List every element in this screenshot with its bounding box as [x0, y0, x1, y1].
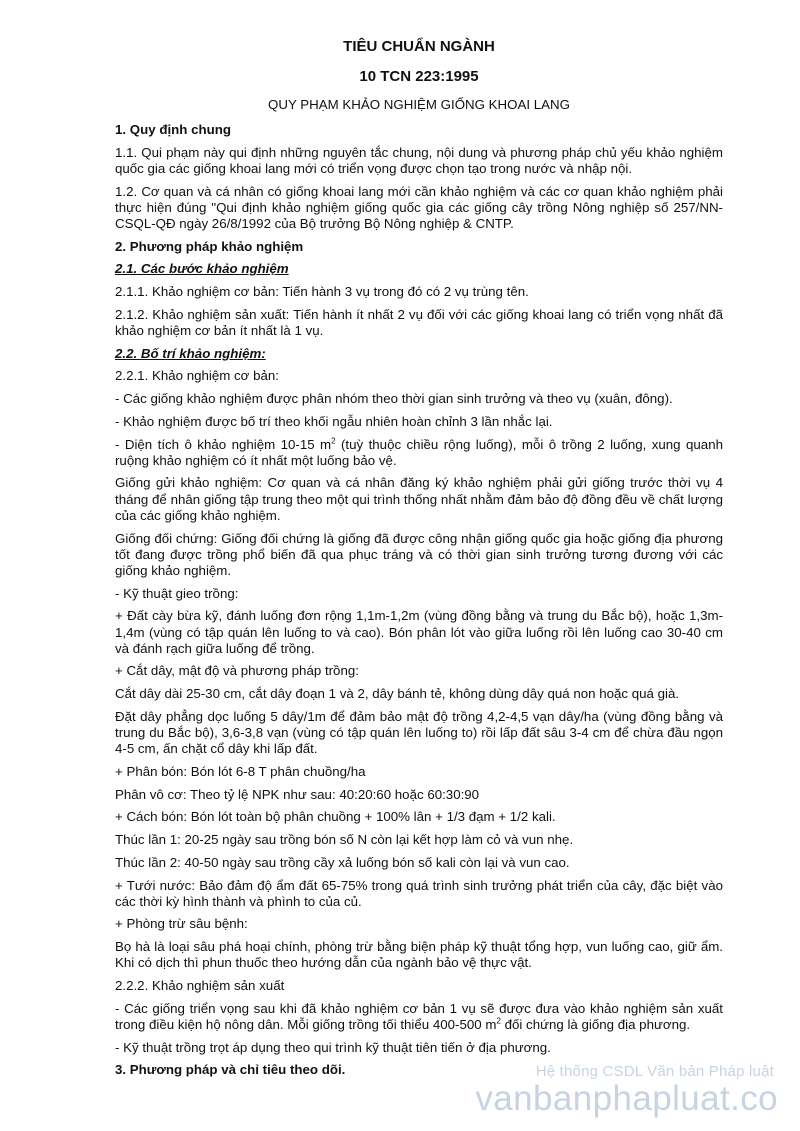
plot-area-text-b: (tuỳ thuộc chiều rộng luống), mỗi ô trồng 2 luống, xung quanh ruộng khảo nghiệm có ít nhất một luống bảo vệ. — [115, 436, 723, 468]
paragraph-topdress-2: Thúc lần 2: 40-50 ngày sau trồng cầy xả luống bón số kali còn lại và vun cao. — [115, 854, 570, 870]
standard-code: 10 TCN 223:1995 — [359, 68, 479, 85]
subsection-heading-2-1: 2.1. Các bước khảo nghiệm — [115, 261, 289, 277]
paragraph-laying-vines: Đặt dây phẳng dọc luống 5 dây/1m để đảm bảo mật độ trồng 4,2-4,5 vạn dây/ha (vùng đồng bằng và trung du Bắc bộ), 3,6-3,8 vạn (vùng có tập quán lên luống to) rồi lấp đất sâu 3-4 cm để chừa đầu ngọn 4-5 cm, ấn chặt cổ dây khi lấp đất. — [115, 708, 723, 757]
promising-text-b: đối chứng là giống địa phương. — [500, 1016, 691, 1032]
paragraph-topdress-1: Thúc lần 1: 20-25 ngày sau trồng bón số N còn lại kết hợp làm cỏ và vun nhẹ. — [115, 832, 574, 848]
paragraph-seed-submission: Giống gửi khảo nghiệm: Cơ quan và cá nhân đăng ký khảo nghiệm phải gửi giống trước thời vụ 4 tháng để nhân giống tập trung theo một qui trình thống nhất nhằm đảm bảo độ đồng đều về chất lượng của các giống khảo nghiệm. — [115, 475, 723, 523]
section-heading-1: 1. Quy định chung — [115, 122, 231, 137]
superscript-2-b: 2 — [496, 1016, 501, 1026]
watermark-line-1: Hệ thống CSDL Văn bản Pháp luật — [535, 1063, 774, 1080]
superscript-2: 2 — [331, 436, 336, 446]
paragraph-plot-area — [115, 437, 723, 469]
paragraph-inorganic: Phân vô cơ: Theo tỷ lệ NPK như sau: 40:20:60 hoặc 60:30:90 — [115, 786, 480, 802]
promising-text-a: - Các giống triển vọng sau khi đã khảo nghiệm cơ bản 1 vụ sẽ được đưa vào khảo nghiệm sản xuất trong điều kiện hộ nông dân. Mỗi giống trồng tối thiểu 400-500 m — [115, 1000, 723, 1032]
paragraph-application: + Cách bón: Bón lót toàn bộ phân chuồng + 100% lân + 1/3 đạm + 1/2 kali. — [115, 809, 556, 825]
paragraph-cutting-length: Cắt dây dài 25-30 cm, cắt dây đoạn 1 và 2, dây bánh tẻ, không dùng dây quá non hoặc quá già. — [115, 686, 680, 702]
paragraph-1-2: 1.2. Cơ quan và cá nhân có giống khoai lang mới cần khảo nghiệm và các cơ quan khảo nghiệm phải thực hiện đúng "Qui định khảo nghiệm giống quốc gia các giống cây trồng Nông nghiệp số 257/NN-CSQL-QĐ ngày 26/8/1992 của Bộ trưởng Bộ Nông nghiệp & CNTP. — [115, 183, 723, 232]
paragraph-cutting: + Cắt dây, mật độ và phương pháp trồng: — [115, 663, 359, 679]
document-page — [115, 38, 723, 1085]
paragraph-control-variety: Giống đối chứng: Giống đối chứng là giống đã được công nhận giống quốc gia hoặc giống địa phương tốt đang được trồng phổ biến đã qua phục tráng và có thời gian sinh trưởng tương đương với các giống khảo nghiệm. — [115, 530, 723, 578]
paragraph-1-1: 1.1. Qui phạm này qui định những nguyên tắc chung, nội dung và phương pháp chủ yếu khảo nghiệm quốc gia các giống khoai lang mới có triển vọng được chọn tạo trong nước và nhập nội. — [115, 144, 723, 176]
subsection-heading-2-2: 2.2. Bố trí khảo nghiệm: — [115, 345, 266, 361]
watermark-line-2: vanbanphapluat.co — [475, 1079, 778, 1118]
paragraph-local-technique: - Kỹ thuật trồng trọt áp dụng theo qui trình kỹ thuật tiên tiến ở địa phương. — [115, 1039, 551, 1055]
paragraph-2-2-2: 2.2.2. Khảo nghiệm sản xuất — [115, 978, 285, 994]
paragraph-2-1-2: 2.1.2. Khảo nghiệm sản xuất: Tiến hành ít nhất 2 vụ đối với các giống khoai lang có triển vọng nhất đã khảo nghiệm cơ bản ít nhất là 1 vụ. — [115, 306, 723, 339]
paragraph-fertilizer: + Phân bón: Bón lót 6-8 T phân chuồng/ha — [115, 764, 366, 779]
paragraph-irrigation: + Tưới nước: Bảo đảm độ ẩm đất 65-75% trong quá trình sinh trưởng phát triển của cây, đặc biệt vào các thời kỳ hình thành và phình to của củ. — [115, 877, 723, 909]
paragraph-soil: + Đất cày bừa kỹ, đánh luống đơn rộng 1,1m-1,2m (vùng đồng bằng và trung du Bắc bộ), hoặc 1,3m-1,4m (vùng có tập quán lên luống to và cao). Bón phân lót vào giữa luống rồi lên luống cao 30-40 cm và đánh rạch giữa luống để trồng. — [115, 608, 723, 656]
paragraph-weevil: Bọ hà là loại sâu phá hoại chính, phòng trừ bằng biện pháp kỹ thuật tổng hợp, vun luống cao, giữ ẩm. Khi có dịch thì phun thuốc theo hướng dẫn của ngành bảo vệ thực vật. — [115, 939, 723, 971]
document-subtitle: QUY PHẠM KHẢO NGHIỆM GIỐNG KHOAI LANG — [268, 97, 570, 112]
document-title: TIÊU CHUẨN NGÀNH — [343, 38, 495, 55]
paragraph-block-design: - Khảo nghiệm được bố trí theo khối ngẫu nhiên hoàn chỉnh 3 lần nhắc lại. — [115, 413, 553, 429]
paragraph-2-1-1: 2.1.1. Khảo nghiệm cơ bản: Tiến hành 3 vụ trong đó có 2 vụ trùng tên. — [115, 284, 529, 300]
paragraph-grouping: - Các giống khảo nghiệm được phân nhóm theo thời gian sinh trưởng và theo vụ (xuân, đông). — [115, 391, 673, 407]
section-heading-3: 3. Phương pháp và chỉ tiêu theo dõi. — [115, 1062, 346, 1078]
paragraph-2-2-1: 2.2.1. Khảo nghiệm cơ bản: — [115, 368, 279, 384]
paragraph-planting-technique: - Kỹ thuật gieo trồng: — [115, 585, 239, 601]
paragraph-promising-varieties — [115, 1001, 723, 1033]
section-heading-2: 2. Phương pháp khảo nghiệm — [115, 238, 304, 254]
plot-area-text-a: - Diện tích ô khảo nghiệm 10-15 m — [115, 436, 332, 452]
paragraph-pest-control: + Phòng trừ sâu bệnh: — [115, 916, 248, 932]
